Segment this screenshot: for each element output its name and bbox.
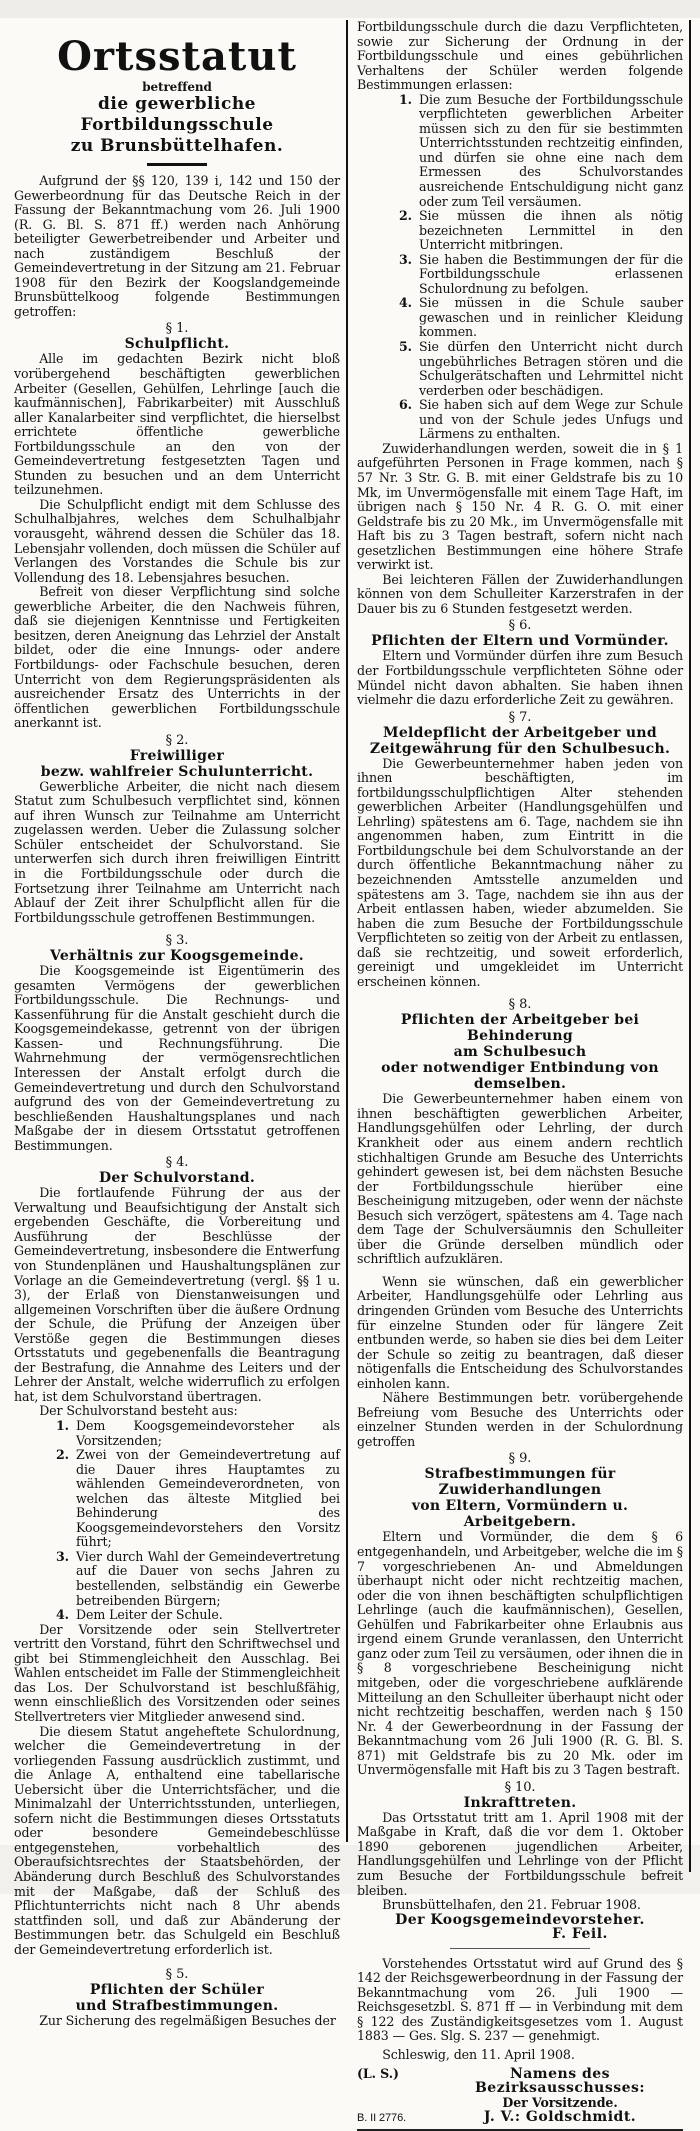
section-heading: am Schulbesuch [453, 1044, 587, 1061]
section-10 [357, 1780, 683, 1898]
approval-body: Namens des Bezirksausschusses: [474, 2065, 646, 2097]
section-heading: Pflichten der Eltern und Vormünder. [371, 633, 669, 650]
approval-footer [357, 2067, 683, 2096]
section-heading: Verhältnis zur Koogsgemeinde. [50, 948, 304, 965]
title-subtitle: betreffend [142, 80, 212, 94]
section-heading: Pflichten der Arbeitgeber bei Behinderung [400, 1012, 640, 1045]
reference-number: B. II 2776. [357, 2112, 407, 2125]
list-item [357, 398, 683, 442]
paragraph: Die Gewerbeunternehmer haben einem von ihnen beschäftigten gewerblichen Arbeiter, Handlungsgehülfen oder Lehrling, der durch Krankheit oder aus einem andern rechtlich stichhaltigen Grunde am Besuche des Unterrichts gehindert gewesen ist, bei dem nächsten Besuche der Fortbildungsschule hierüber eine Bescheinigung mitzugeben, oder wenn der nächste Besuch sich verzögert, spätestens am 4. Tage nach dem Tage der Schulversäumnis den Schulleiter über die Gründe derselben mündlich oder schriftlich aufzuklären. [357, 1091, 683, 1267]
section-number: § 7. [508, 709, 532, 725]
section-heading: Der Schulvorstand. [98, 1170, 256, 1187]
list-item [357, 296, 683, 340]
paragraph: Zuwiderhandlungen werden, soweit die in § 1 aufgeführten Personen in Frage kommen, nach § 57 Nr. 3 Str. G. B. mit einer Geldstrafe bis zu 10 Mk, im Unvermögensfalle mit einem Tage Haft, im übrigen nach § 150 Nr. 4 R. G. O. mit einer Geldstrafe bis zu 20 Mk., im Unvermögensfalle mit Haft bis zu 3 Tagen bestraft, sofern nicht nach gesetzlichen Bestimmungen eine höhere Strafe verwirkt ist. [357, 440, 683, 573]
section-number: § 5. [165, 1967, 189, 1983]
list-text: Sie müssen in die Schule sauber gewaschen und in reinlicher Kleidung kommen. [419, 295, 683, 340]
list-text: Dem Leiter der Schule. [76, 1607, 223, 1623]
list-item [357, 340, 683, 398]
list-number: 2. [56, 1447, 69, 1463]
list-item [357, 209, 683, 253]
list-text: Die zum Besuche der Fortbildungsschule verpflichteten gewerblichen Arbeiter müssen sich zu den für sie bestimmten Unterrichtsstunden rechtzeitig einfinden, und dürfen sie ohne eine nach dem Ermessen des Schulvorstandes ausreichende Entschuldigung nicht ganz oder zum Teil versäumen. [419, 91, 683, 209]
approval-text: Vorstehendes Ortsstatut wird auf Grund des § 142 der Reichsgewerbeordnung in der Fassung der Bekanntmachung vom 26. Juli 1900 — Reichsgesetzbl. S. 871 ff — in Verbindung mit dem § 122 des Zuständigkeitsgesetzes vom 1. August 1883 — Ges. Slg. S. 237 — genehmigt. [357, 1955, 683, 2044]
title-line-2: zu Brunsbüttelhafen. [70, 136, 284, 156]
paragraph: Bei leichteren Fällen der Zuwiderhandlungen können von dem Schulleiter Karzerstrafen in der Dauer bis zu 6 Stunden festgesetzt werden. [357, 571, 683, 616]
list-item [357, 93, 683, 209]
list-item [14, 1419, 340, 1448]
list-number: 4. [56, 1607, 69, 1623]
section-heading: Strafbestimmungen für Zuwiderhandlungen [424, 1466, 616, 1499]
intro-paragraph: Aufgrund der §§ 120, 139 i, 142 und 150 der Gewerbeordnung für das Deutsche Reich in der Fassung der Bekanntmachung vom 26. Juli 1900 (R. G. Bl. S. 871 ff.) werden nach Anhörung beteiligter Gewerbetreibender und Arbeiter und nach zuständigem Beschluß der Gemeindevertretung in der Sitzung am 21. Februar 1908 für den Bezirk der Koogslandgemeinde Brunsbüttelkoog folgende Bestimmungen getroffen: [14, 173, 340, 319]
list-text: Sie müssen die ihnen als nötig bezeichneten Lernmittel in den Unterricht mitbringen. [419, 208, 683, 253]
signature-place-date: Brunsbüttelhafen, den 21. Februar 1908. [382, 1897, 641, 1913]
paragraph: Der Vorsitzende oder sein Stellvertreter vertritt den Vorstand, führt den Schriftwechsel und gibt bei Stimmengleichheit den Ausschlag. Bei Wahlen entscheidet im Falle der Stimmengleichheit das Los. Der Schulvorstand ist beschlußfähig, wenn einschließlich des Vorsitzenden oder seines Stellvertreters vier Mitglieder anwesend sind. [14, 1621, 340, 1724]
list-text: Zwei von der Gemeindevertretung auf die Dauer ihres Hauptamtes zu wählenden Gemeindeverordneten, von welchen das älteste Mitglied bei Behinderung des Koogsgemeindevorstehers den Vorsitz führt; [76, 1447, 340, 1550]
right-column [357, 20, 683, 2131]
title-rule [147, 163, 207, 166]
paragraph: Fortbildungsschule durch die dazu Verpflichteten, sowie zur Sicherung der Ordnung in der Fortbildungsschule und eines gebührlichen Verhaltens der Schüler werden folgende Bestimmungen erlassen: [357, 19, 683, 93]
list-number: 1. [399, 91, 412, 107]
section-1 [14, 321, 340, 730]
section-6 [357, 618, 683, 707]
divider [450, 1948, 590, 1949]
section-5-continued [357, 20, 683, 616]
section-7 [357, 710, 683, 990]
paragraph: Eltern und Vormünder dürfen ihre zum Besuch der Fortbildungsschule verpflichteten Söhne oder Mündel nicht davon abhalten. Sie haben ihnen vielmehr die dazu erforderliche Zeit zu gewähren. [357, 648, 683, 708]
scan-top-margin [0, 0, 700, 18]
title-line-1: die gewerbliche Fortbildungsschule [80, 94, 274, 135]
section-heading: Meldepflicht der Arbeitgeber und Zeitgewährung für den Schulbesuch. [369, 724, 671, 757]
paragraph: Die Schulpflicht endigt mit dem Schlusse des Schulhalbjahres, welches dem Schulhalbjahr vorausgeht, während dessen die Schüler das 18. Lebensjahr vollenden, doch müssen die Schüler auf Verlangen des Vorstandes die Schule bis zur Vollendung des 18. Lebensjahres besuchen. [14, 496, 340, 585]
list-text: Sie dürfen den Unterricht nicht durch ungebührliches Betragen stören und die Schulgerätschaften und Lehrmittel nicht verderben oder beschädigen. [419, 339, 683, 398]
paragraph: Gewerbliche Arbeiter, die nicht nach diesem Statut zum Schulbesuch verpflichtet sind, können auf ihren Wunsch zur Teilnahme am Unterricht zugelassen werden. Ueber die Zulassung solcher Schüler entscheidet der Schulvorstand. Sie unterwerfen sich durch ihren freiwilligen Eintritt in die Fortbildungsschule oder durch die Fortsetzung ihrer Teilnahme am Unterricht nach Ablauf der Zeit ihrer Schulpflicht allen für die Fortbildungsschule getroffenen Bestimmungen. [14, 778, 340, 925]
paragraph: Befreit von dieser Verpflichtung sind solche gewerbliche Arbeiter, die den Nachweis führen, daß sie diejenigen Kenntnisse und Fertigkeiten besitzen, deren Aneignung das Lehrziel der Anstalt bildet, oder die eine Innungs- oder andere Fortbildungs- oder Fachschule besuchen, deren Unterricht von dem Regierungspräsidenten als ausreichender Ersatz des Unterrichts in der öffentlichen gewerblichen Fortbildungsschule anerkannt ist. [14, 584, 340, 731]
paragraph: Die Gewerbeunternehmer haben jeden von ihnen beschäftigten, im fortbildungsschulpflichtigen Alter stehenden gewerblichen Arbeiter (Handlungsgehülfen und Lehrling) spätestens am 6. Tage, nachdem sie ihn angenommen haben, zum Eintritt in die Fortbildungschule bei dem Schulvorstande an der durch öffentliche Bekanntmachung näher zu bezeichnenden Amtsstelle anzumelden und spätestens am 3. Tage, nachdem sie ihn aus der Arbeit entlassen haben, wieder abzumelden. Sie haben die zum Besuche der Fortbildungsschule Verpflichteten so zeitig von der Arbeit zu entlassen, daß sie rechtzeitig, und soweit erforderlich, gereinigt und umgekleidet im Unterricht erscheinen können. [357, 755, 683, 989]
list-text: Sie haben die Bestimmungen der für die Fortbildungsschule erlassenen Schulordnung zu befolgen. [419, 251, 683, 296]
list-number: 6. [399, 397, 412, 413]
section-5 [14, 1967, 340, 2029]
list-number: 4. [399, 295, 412, 311]
section-heading: oder notwendiger Entbindung von demselben. [381, 1060, 659, 1093]
section-heading: Freiwilliger [129, 747, 225, 764]
list-number: 2. [399, 208, 412, 224]
list-text: Vier durch Wahl der Gemeindevertretung auf die Dauer von sechs Jahren zu bestellenden, selbständig ein Gewerbe betreibenden Bürgern; [76, 1548, 340, 1608]
section-8 [357, 997, 683, 1449]
paragraph: Wenn sie wünschen, daß ein gewerblicher Arbeiter, Handlungsgehülfe oder Lehrling aus dringenden Gründen vom Besuche des Unterrichts für einzelne Stunden oder für längere Zeit entbunden werde, so haben sie dies bei dem Leiter der Schule so zeitig zu beantragen, daß dieser nötigenfalls die Entscheidung des Schulvorstandes einholen kann. [357, 1273, 683, 1391]
section-number: § 2. [165, 732, 189, 748]
section-number: § 8. [508, 997, 532, 1013]
seal-mark: (L. S.) [357, 2065, 399, 2081]
approval-place-date: Schleswig, den 11. April 1908. [382, 2046, 575, 2062]
paragraph: Das Ortsstatut tritt am 1. April 1908 mit der Maßgabe in Kraft, daß die vor dem 1. Oktober 1890 geborenen jugendlichen Arbeiter, Handlungsgehülfen und Lehrlinge von der Pflicht zum Besuche der Fortbildungsschule befreit bleiben. [357, 1809, 683, 1898]
section-heading: Schulpflicht. [124, 336, 230, 353]
signature-name: F. Feil. [552, 1926, 608, 1943]
list-number: 5. [399, 339, 412, 355]
paragraph: Alle im gedachten Bezirk nicht bloß vorübergehend beschäftigten gewerblichen Arbeiter (Gesellen, Gehülfen, Lehrlinge [auch die kaufmännischen], Fabrikarbeiter) mit Ausschluß aller Kanalarbeiter sind verpflichtet, die hierselbst errichtete öffentliche gewerbliche Fortbildungsschule an den von der Gemeindevertretung festgesetzten Tagen und Stunden zu besuchen und an dem Unterricht teilzunehmen. [14, 351, 340, 498]
section-heading: von Eltern, Vormündern u. Arbeitgebern. [411, 1498, 629, 1531]
list-text: Dem Koogsgemeindevorsteher als Vorsitzenden; [76, 1418, 340, 1448]
list-number: 3. [399, 251, 412, 267]
section-number: § 3. [165, 933, 189, 949]
section-heading: Inkrafttreten. [463, 1794, 577, 1811]
list-text: Sie haben sich auf dem Wege zur Schule und von der Schule jedes Unfugs und Lärmens zu enthalten. [419, 397, 683, 442]
approval-signature-line [357, 2110, 683, 2125]
section-3 [14, 933, 340, 1153]
paragraph: Nähere Bestimmungen betr. vorübergehende Befreiung vom Besuche des Unterrichts oder einzelner Stunden werden in der Schulordnung getroffen [357, 1390, 683, 1449]
document-title: Ortsstatut [57, 33, 297, 80]
paragraph: Die Koogsgemeinde ist Eigentümerin des gesamten Vermögens der gewerblichen Fortbildungsschule. Die Rechnungs- und Kassenführung für die Anstalt geschieht durch die Koogsgemeindekasse, getrennt von der übrigen Kassen- und Rechnungsführung. Die Wahrnehmung der vermögensrechtlichen Interessen der Anstalt erfolgt durch die Gemeindevertretung und durch den Schulvorstand aufgrund des von der Gemeindevertretung zu beschließenden Haushaltungsplanes und nach Maßgabe der in diesem Ortsstatut getroffenen Bestimmungen. [14, 963, 340, 1153]
list-item [14, 1550, 340, 1608]
section-number: § 4. [165, 1155, 189, 1171]
section-heading: und Strafbestimmungen. [75, 1998, 279, 2015]
list-number: 1. [56, 1418, 69, 1434]
column-divider [346, 20, 348, 1842]
list-item [14, 1608, 340, 1623]
section-number: § 9. [508, 1451, 532, 1467]
approval-block [357, 1957, 683, 2131]
approval-name: J. V.: Goldschmidt. [483, 2109, 637, 2126]
section-heading: bezw. wahlfreier Schulunterricht. [40, 763, 314, 780]
paragraph: Die fortlaufende Führung der aus der Verwaltung und Beaufsichtigung der Anstalt sich ergebenden Geschäfte, die Vorbereitung und Ausführung der Beschlüsse der Gemeindevertretung, insbesondere die Entwerfung von Stundenplänen und Haushaltungsplänen zur Vorlage an die Gemeindevertretung (vergl. §§ 1 u. 3), der Erlaß von Dienstanweisungen und allgemeinen Vorschriften über die äußere Ordnung der Schule, die Prüfung der Anzeigen über Verstöße gegen die Bestimmungen dieses Ortsstatuts und gegebenenfalls die Beantragung der Bestrafung, die Annahme des Leiters und der Lehrer der Anstalt, welche widerruflich zu erfolgen hat, ist dem Schulvorstand übertragen. [14, 1185, 340, 1404]
right-border-rule [689, 20, 691, 1872]
signature-block [357, 1898, 683, 1942]
section-heading: Pflichten der Schüler [89, 1982, 265, 1999]
paragraph: Der Schulvorstand besteht aus: [39, 1403, 238, 1419]
list-item [14, 1448, 340, 1550]
paragraph: Die diesem Statut angeheftete Schulordnung, welcher die Gemeindevertretung in der vorliegenden Fassung ausdrücklich zustimmt, und die Anlage A, enthaltend eine tabellarische Uebersicht über die Unterrichtsfächer, und die Minimalzahl der Unterrichtsstunden, unterliegen, sofern nicht die Bestimmungen dieses Ortsstatuts oder besondere Gemeindebeschlüsse entgegenstehen, vorbehaltlich des Oberaufsichtsrechtes der Staatsbehörden, der Abänderung durch Beschluß des Schulvorstandes mit der Maßgabe, daß der Schluß des Pflichtunterrichts nicht nach 8 Uhr abends stattfinden soll, und daß zur Abänderung der Bestimmungen betr. das Schulgeld ein Beschluß der Gemeindevertretung erforderlich ist. [14, 1723, 340, 1957]
section-number: § 10. [504, 1779, 536, 1795]
paragraph: Eltern und Vormünder, die dem § 6 entgegenhandeln, und Arbeitgeber, welche die im § 7 vorgeschriebenen An- und Abmeldungen überhaupt nicht oder nicht rechtzeitig machen, oder die von ihnen beschäftigten schulpflichtigen Lehrlinge (auch die kaufmännischen), Gesellen, Gehülfen und Fabrikarbeiter ohne Erlaubnis aus irgend einem Grunde veranlassen, den Unterricht ganz oder zum Teil zu versäumen, oder ihnen die in § 8 vorgeschriebene Bescheinigung nicht mitgeben, oder die vorgeschriebene aufklärende Mitteilung an den Schulleiter überhaupt nicht oder nicht rechtzeitig beschaffen, werden nach § 150 Nr. 4 der Gewerbeordnung in der Fassung der Bekanntmachung vom 26 Juli 1900 (R. G. Bl. S. 871) mit Geldstrafe bis zu 20 Mk. oder im Unvermögensfalle mit Haft bis zu 3 Tagen bestraft. [357, 1529, 683, 1778]
list-number: 3. [56, 1548, 69, 1564]
section-9 [357, 1451, 683, 1777]
left-column [14, 22, 340, 2029]
paragraph: Zur Sicherung des regelmäßigen Besuches der [39, 2013, 336, 2029]
section-number: § 6. [508, 618, 532, 634]
bottom-rule [357, 2129, 683, 2131]
section-4 [14, 1155, 340, 1957]
section-number: § 1. [165, 321, 189, 337]
section-2 [14, 733, 340, 925]
signature-office: Der Koogsgemeindevorsteher. [395, 1911, 645, 1928]
list-item [357, 253, 683, 297]
approval-role: Der Vorsitzende. [502, 2094, 618, 2110]
